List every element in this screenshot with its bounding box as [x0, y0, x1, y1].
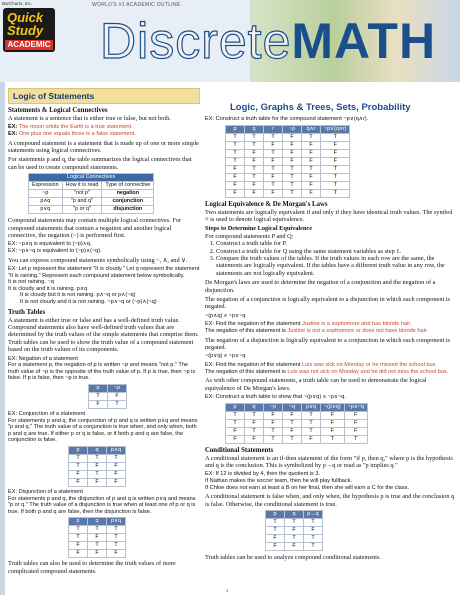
table-cell: T [264, 181, 283, 189]
table-cell: F [304, 527, 323, 535]
table-cell: F [344, 427, 367, 435]
table-row [226, 419, 368, 427]
paragraph: The negation of a disjunction is logically equivalent to a conjunction in which each component is negated. [205, 336, 450, 352]
table-header: p [226, 125, 245, 133]
table-header: q [285, 511, 304, 519]
table-cell: T [304, 543, 323, 551]
example-text: The moon orbits the Earth is a true statement. [18, 124, 133, 131]
table-cell: F [302, 149, 321, 157]
table-cell: T [283, 173, 302, 181]
table-cell: T [302, 427, 321, 435]
paragraph: A compound statement is a statement that is made up of one or more simple statements using logical connectives. [8, 139, 199, 154]
table-cell: F [69, 470, 88, 478]
header-tagline: WORLD'S #1 ACADEMIC OUTLINE [92, 2, 181, 8]
example-text: EX: If 12 is divided by 4, then the quotient is 3. [205, 471, 321, 478]
paragraph: For statements p and q, the table summarizes the logical connectives that can be used to create compound statements. [8, 156, 192, 171]
table-cell: F [264, 173, 283, 181]
steps-intro: For compound statements P and Q: [205, 232, 294, 240]
table-cell: F [302, 181, 321, 189]
paragraph: Truth tables can be used to analyze compound conditional statements. [205, 554, 382, 562]
table-cell: negation [102, 190, 154, 198]
paragraph: As with other compound statements, a truth table can be used to demonstrate the logical equivalence of De Morgan's laws. [205, 377, 427, 392]
example-title: EX: Negation of a statement [8, 355, 78, 362]
table-cell: F [266, 535, 285, 543]
table-cell: T [88, 454, 107, 462]
table-cell: F [89, 401, 108, 409]
table-header: p [89, 385, 108, 393]
logo-quick: Quick [7, 10, 44, 25]
table-cell: F [226, 435, 245, 443]
table-cell: T [89, 393, 108, 401]
section-heading: Conditional Statements [205, 446, 274, 454]
table-cell: F [285, 543, 304, 551]
table-cell: T [107, 534, 126, 542]
example [8, 241, 200, 254]
table-cell: T [226, 149, 245, 157]
table-row [226, 173, 350, 181]
title-math: MATH [291, 13, 437, 69]
table-header: ~p∨(q∧r) [321, 125, 350, 133]
example-text: Luis was not sick on Monday and he did not miss the school bus. [287, 368, 449, 375]
section-heading: Logical Equivalence & De Morgan's Laws [205, 200, 328, 208]
table-cell: T [266, 519, 285, 527]
table-row [226, 427, 368, 435]
table-cell: F [321, 157, 350, 165]
table-cell: T [283, 189, 302, 197]
example-text: For statements p and q, the disjunction of p and q is written p∨q and means "p or q." The truth value of a disjunction is true when at least one of p or q is true. If both p and q are false, then the disjunction is false. [8, 495, 196, 515]
table-cell: disjunction [102, 206, 154, 214]
logo-academic: ACADEMIC [5, 40, 53, 50]
table-cell: F [285, 527, 304, 535]
table-cell: F [302, 189, 321, 197]
table-cell: T [107, 526, 126, 534]
negation-table [88, 384, 127, 409]
table-cell: T [302, 133, 321, 141]
table-cell: T [69, 454, 88, 462]
table-cell: F [302, 173, 321, 181]
table-cell: T [69, 462, 88, 470]
example-text: EX: Let p represent the statement "It is cloudy." Let q represent the statement "It is raining." Represent each compound statement below symbolically. [8, 266, 200, 279]
example-text: EX: ~p∧~q is equivalent to (~p)∧(~q). [8, 248, 102, 255]
table-cell: "p and q" [62, 198, 102, 206]
table-cell: T [107, 454, 126, 462]
table-row [226, 141, 350, 149]
section-banner: Logic of Statements [8, 88, 200, 104]
table-cell: T [321, 173, 350, 181]
table-cell: T [88, 542, 107, 550]
paragraph: A statement is either true or false and has a well-defined truth value. Compound statements also have well-defined truth values that are determined by the truth values of the simple statements that comprise them. Truth tables can be used to show the truth value of a compound statement based on the truth values of its components. [8, 316, 199, 354]
quickstudy-logo [3, 8, 55, 52]
table-cell: T [283, 419, 302, 427]
table-cell: F [321, 149, 350, 157]
table-header: p∨q [302, 403, 321, 411]
table-row [226, 181, 350, 189]
example-text: EX: ~p∧q is equivalent to (~p)∧q. [8, 241, 92, 248]
conditional-truth-table [265, 510, 323, 551]
table-cell: T [88, 526, 107, 534]
table-cell: T [321, 165, 350, 173]
table-cell: F [302, 141, 321, 149]
table-cell: T [245, 411, 264, 419]
table-cell: T [266, 527, 285, 535]
table-cell: F [321, 427, 345, 435]
table-cell: T [321, 435, 345, 443]
table-header: p∨q [107, 518, 126, 526]
table-cell: T [88, 470, 107, 478]
table-cell: F [226, 181, 245, 189]
table-cell: F [321, 141, 350, 149]
table-row [266, 527, 323, 535]
table-row [266, 519, 323, 527]
table-cell: F [302, 157, 321, 165]
logo-study: Study [7, 23, 44, 38]
table-cell: F [107, 550, 126, 558]
column-left [8, 88, 200, 577]
section-heading: Statements & Logical Connectives [8, 107, 108, 114]
formula: ~(p∨q) ≡ ~p∧~q [205, 353, 246, 360]
example: EX: Construct a truth table to show that ~(p∨q) ≡ ~p∧~q. [205, 394, 346, 401]
paragraph: Truth tables can also be used to determine the truth values of more complicated compound statements. [8, 560, 176, 575]
table-header: q [88, 446, 107, 454]
table-cell: conjunction [102, 198, 154, 206]
conjunction-table [68, 446, 126, 487]
table-cell: T [285, 535, 304, 543]
table-cell: T [321, 133, 350, 141]
table-cell: "p or q" [62, 206, 102, 214]
table-cell: T [245, 141, 264, 149]
table-cell: T [302, 411, 321, 419]
paragraph: You can express compound statements symbolically using ~, ∧, and ∨. [8, 256, 188, 264]
steps-title: Steps to Determine Logical Equivalence [205, 225, 313, 233]
table-cell: p∧q [29, 198, 63, 206]
table-row [226, 435, 368, 443]
example [8, 266, 200, 306]
example: EX: Construct a truth table for the compound statement ~p∨(q∧r). [205, 116, 369, 122]
table-cell: F [302, 435, 321, 443]
example-text: It is cloudy but it is not raining. p∧~q or p∧(~q) [20, 292, 136, 299]
table-cell: T [69, 526, 88, 534]
table-cell: T [344, 435, 367, 443]
table-cell: T [283, 181, 302, 189]
table-cell: "not p" [62, 190, 102, 198]
table-cell: F [264, 411, 283, 419]
example [8, 489, 200, 515]
table-cell: T [107, 542, 126, 550]
table-cell: T [264, 435, 283, 443]
table-cell: F [266, 543, 285, 551]
table-header: p [69, 446, 88, 454]
example-text: EX: Find the negation of the statement [205, 321, 301, 328]
table-cell: T [226, 411, 245, 419]
table-cell: T [226, 157, 245, 165]
page-subtitle: Logic, Graphs & Trees, Sets, Probability [230, 102, 411, 113]
example-text: The negation of this statement is [205, 368, 286, 375]
steps-list [205, 240, 455, 277]
table-cell: T [302, 419, 321, 427]
table-cell: T [285, 519, 304, 527]
example-text: It is not cloudy and it is not raining. ~p∧~q or (~p)∧(~q) [20, 299, 157, 305]
table-header: q∧r [302, 125, 321, 133]
table-cell: F [283, 141, 302, 149]
table-header: ~q [283, 403, 302, 411]
column-right [205, 116, 455, 563]
table-header: q [245, 403, 264, 411]
step-item: 1. Construct a truth table for P. [216, 240, 455, 247]
example: EX: The moon orbits the Earth is a true statement. EX: One plus one equals three is a false statement. [8, 124, 136, 137]
step-item: 3. Compare the truth values of the tables. If the truth values in each row are the same, the statements are logically equivalent. If the tables have a different truth value in any row, the statements are not logically equivalent. [216, 255, 455, 277]
example-text: EX: Find the negation of the statement [205, 362, 301, 369]
paragraph: Two statements are logically equivalent if and only if they have identical truth values. The symbol ≡ is used to denote logical equivalence. [205, 208, 453, 223]
table-header: ~p [264, 403, 283, 411]
table-header: p∧q [107, 446, 126, 454]
table-cell: F [283, 427, 302, 435]
table-cell: T [245, 165, 264, 173]
table-cell: F [108, 393, 127, 401]
table-row [226, 165, 350, 173]
title-discrete: Discrete [100, 13, 292, 69]
example-text: Justine is a sophomore and has blonde hair. [302, 321, 412, 328]
table-row [226, 411, 368, 419]
table-cell: F [283, 157, 302, 165]
example-text: The negation of this statement is [205, 328, 286, 335]
step-item: 2. Construct a truth table for Q using the same statement variables as step 1. [216, 248, 455, 255]
table-header: Type of connective [102, 182, 154, 190]
table-header: ~(p∨q) [321, 403, 345, 411]
example-text: It is cloudy and it is raining. p∧q [8, 285, 88, 292]
table-cell: F [344, 419, 367, 427]
table-cell: F [283, 133, 302, 141]
paragraph: A conditional statement is false when, and only when, the hypothesis p is true and the conclusion q is false. Otherwise, the conditional statement is true. [205, 493, 455, 508]
table-cell: F [245, 157, 264, 165]
table-cell: F [69, 550, 88, 558]
table-cell: F [264, 189, 283, 197]
paragraph: The negation of a conjunction is logically equivalent to a disjunction in which each component is negated. [205, 296, 450, 311]
example-text: Justine is not a sophomore or does not have blonde hair. [287, 328, 428, 335]
table-cell: F [88, 534, 107, 542]
table-header: ~p [108, 385, 127, 393]
example-title: EX: Disjunction of a statement [8, 488, 83, 495]
table-cell: F [226, 173, 245, 181]
compound-truth-table [225, 125, 350, 198]
table-cell: T [264, 149, 283, 157]
side-strip [0, 82, 5, 595]
table-cell: T [321, 189, 350, 197]
example-text: For a statement p, the negation of p is written ~p and means "not p." The truth value of ~p is the opposite of the truth value of p. If p is true, then ~p is false. If p is false, then ~p is true. [8, 362, 196, 382]
example-text: One plus one equals three is a false statement. [18, 131, 136, 137]
table-cell: T [226, 141, 245, 149]
table-cell: F [344, 411, 367, 419]
table-header: p [266, 511, 285, 519]
table-cell: F [264, 157, 283, 165]
table-row [226, 157, 350, 165]
example [205, 471, 455, 491]
example-text: For statements p and q, the conjunction of p and q is written p∧q and means "p and q." The truth value of a conjunction is true when, and only when, both p and q are true. If either p or q is false, or if both p and q are false, the conjunction is false. [8, 417, 198, 444]
table-row [226, 133, 350, 141]
table-cell: T [304, 519, 323, 527]
table-cell: F [69, 478, 88, 486]
table-header: q [88, 518, 107, 526]
table-cell: F [245, 181, 264, 189]
table-caption: Logical Connectives [29, 174, 154, 182]
table-header: ~p∧~q [344, 403, 367, 411]
table-cell: ~p [29, 190, 63, 198]
table-cell: T [245, 133, 264, 141]
table-cell: F [264, 419, 283, 427]
example-text: It is not raining. ~q [8, 279, 54, 286]
table-header: Expression [29, 182, 63, 190]
table-cell: F [245, 419, 264, 427]
table-cell: T [304, 535, 323, 543]
table-cell: T [245, 173, 264, 181]
example [205, 362, 455, 375]
table-cell: F [245, 149, 264, 157]
table-cell: T [245, 427, 264, 435]
table-cell: F [88, 462, 107, 470]
table-row [266, 543, 323, 551]
formula: ~(p∧q) ≡ ~p∨~q [205, 312, 246, 319]
table-header: p [69, 518, 88, 526]
table-cell: F [264, 141, 283, 149]
table-cell: F [226, 165, 245, 173]
demorgan-truth-table [225, 403, 368, 444]
table-header: How it is read [62, 182, 102, 190]
table-cell: F [283, 149, 302, 157]
page-number: 1 [226, 588, 229, 593]
paragraph: Compound statements may contain multiple logical connectives. For compound statements that contain a negation and another logical connective, the negation (~) is performed first. [8, 217, 182, 240]
paragraph: A conditional statement is an if-then statement of the form "if p, then q," where p is the hypothesis and q is the conclusion. This is symbolized by p→q or read as "p implies q." [205, 454, 453, 470]
table-cell: F [88, 550, 107, 558]
table-row [226, 189, 350, 197]
connectives-table [28, 173, 154, 214]
table-cell: T [108, 401, 127, 409]
table-cell: F [283, 411, 302, 419]
table-cell: T [226, 133, 245, 141]
example-title: EX: Conjunction of a statement [8, 411, 86, 417]
table-cell: T [69, 534, 88, 542]
table-cell: T [264, 165, 283, 173]
example-text: Luis was sick on Monday or he missed the school bus. [302, 362, 437, 369]
table-header: p→q [304, 511, 323, 519]
table-row [226, 149, 350, 157]
table-cell: F [321, 411, 345, 419]
table-header: p [226, 403, 245, 411]
table-cell: F [245, 435, 264, 443]
header [0, 0, 460, 82]
table-header: r [264, 125, 283, 133]
table-cell: F [88, 478, 107, 486]
example [8, 356, 200, 382]
table-cell: F [226, 427, 245, 435]
example [8, 411, 200, 444]
table-cell: F [245, 189, 264, 197]
table-cell: T [321, 181, 350, 189]
table-header: q [245, 125, 264, 133]
paragraph: De Morgan's laws are used to determine the negation of a conjunction and the negation of a disjunction. [205, 279, 436, 294]
table-cell: F [107, 462, 126, 470]
table-cell: p∨q [29, 206, 63, 214]
table-cell: F [321, 419, 345, 427]
paragraph: A statement is a sentence that is either true or false, but not both. [8, 115, 171, 122]
table-header: ~p [283, 125, 302, 133]
disjunction-table [68, 517, 126, 558]
table-cell: F [226, 189, 245, 197]
table-cell: T [283, 165, 302, 173]
table-cell: T [264, 133, 283, 141]
table-cell: F [69, 542, 88, 550]
table-cell: F [107, 478, 126, 486]
table-cell: F [107, 470, 126, 478]
table-cell: T [302, 165, 321, 173]
example-text: If Chloe does not earn at least a B on her final, then she will earn a C for the class. [205, 484, 409, 491]
page-title [100, 14, 436, 69]
table-cell: T [264, 427, 283, 435]
table-cell: T [283, 435, 302, 443]
table-cell: T [226, 419, 245, 427]
table-row [266, 535, 323, 543]
section-heading: Truth Tables [8, 308, 46, 316]
publisher-text: BarCharts, Inc. [2, 1, 33, 6]
example-text: If Nathan makes the soccer team, then he will play fullback. [205, 478, 353, 485]
example [205, 321, 455, 334]
